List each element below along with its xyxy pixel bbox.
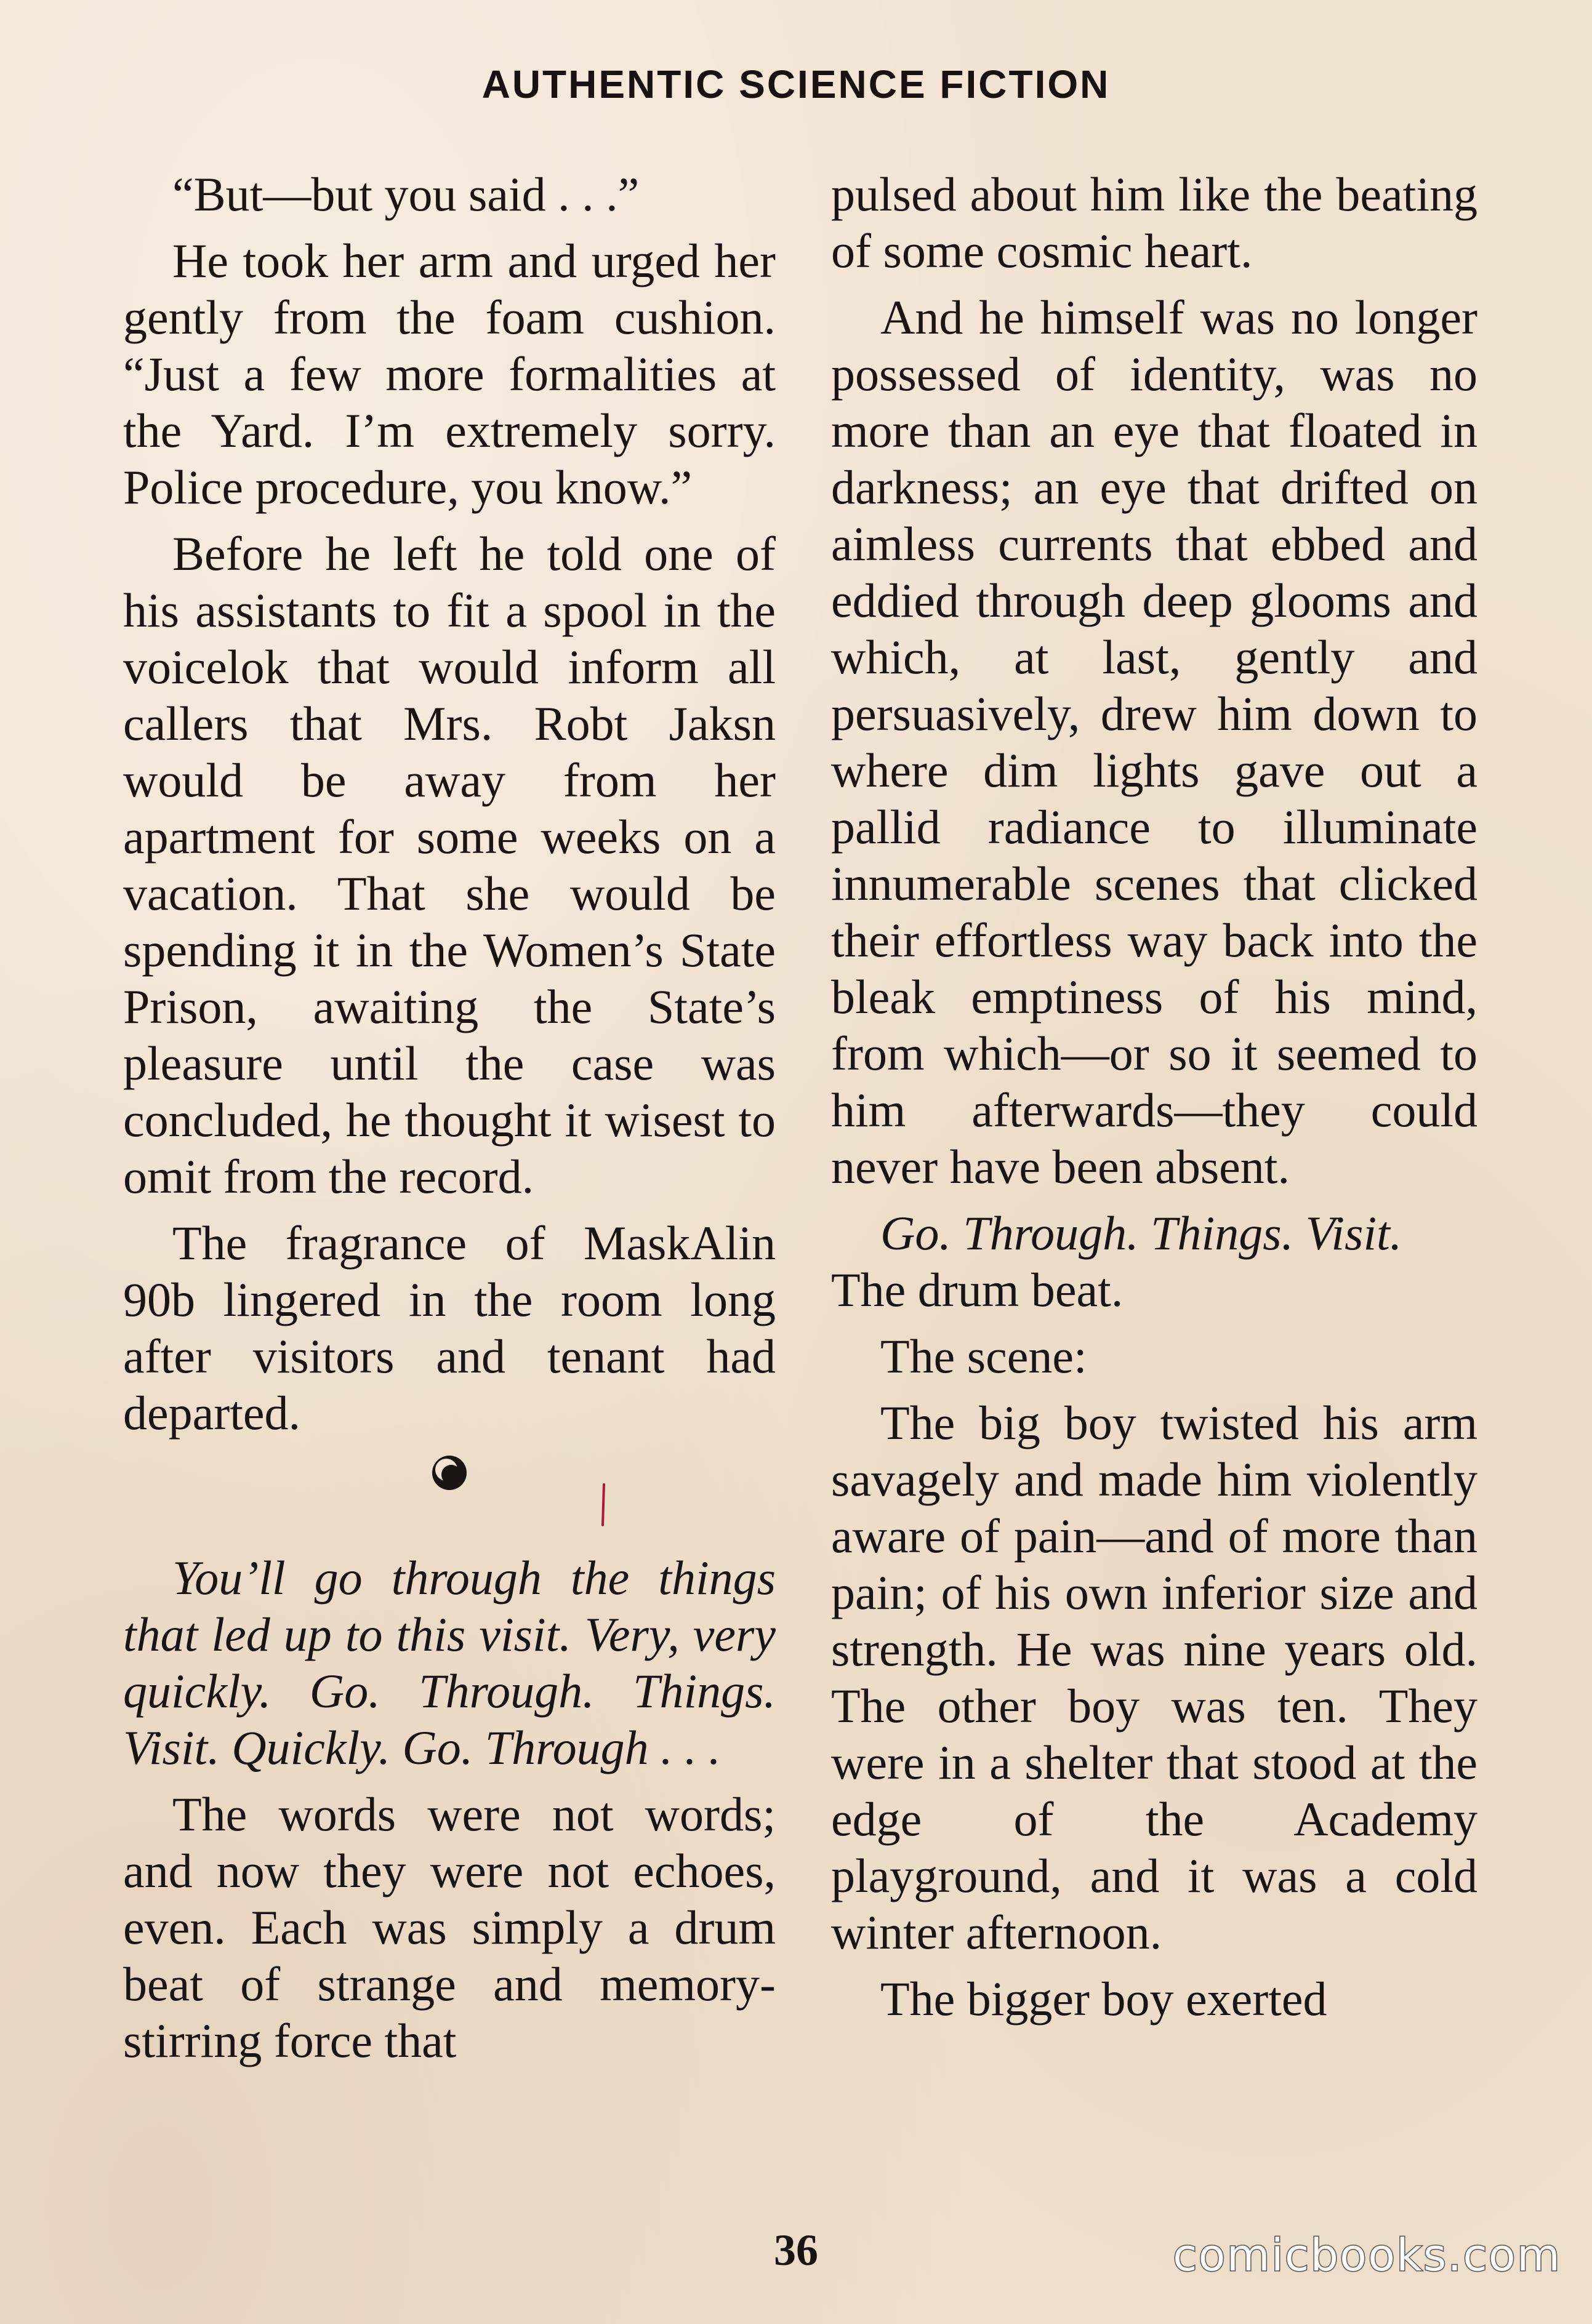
pen-mark [600, 1483, 606, 1526]
paragraph: He took her arm and urged her gently from the foam cushion. “Just a few more formalities at the Yard. I’m extremely sorry. Police procedure, you know.” [123, 234, 776, 514]
watermark: comicbooks.com [1172, 2229, 1561, 2281]
paragraph: “But—but you said . . .” [172, 167, 640, 221]
paragraph: The fragrance of MaskAlin 90b lingered in the room long after visitors and tenant had departed. [123, 1216, 776, 1440]
italic-phrase: Go. Through. Things. Visit. [880, 1206, 1402, 1260]
paragraph: And he himself was no longer possessed of identity, was no more than an eye that floated in darkness; an eye that drifted on aimless currents that ebbed and eddied through deep glooms and which, at last, gently and persuasively, drew him down to where dim lights gave out a pallid radiance to illuminate innumerable scenes that clicked their effortless way back into the bleak emptiness of his mind, from which—or so it seemed to him afterwards—they could never have been absent. [831, 290, 1477, 1193]
paragraph: Before he left he told one of his assistants to fit a spool in the voicelok that would inform all callers that Mrs. Robt Jaksn would be away from her apartment for some weeks on a vacation. That she would be spending it in the Women’s State Prison, awaiting the State’s pleasure until the case was concluded, he thought it wisest to omit from the record. [123, 527, 776, 1203]
paragraph-continuation: The drum beat. [831, 1263, 1124, 1316]
crescent-ornament-icon [428, 1451, 471, 1494]
paragraph: The big boy twisted his arm savagely and made him violently aware of pain—and of more than pain; of his own inferior size and strength. He was nine years old. The other boy was ten. They were in a shelter that stood at the edge of the Academy playground, and it was a cold winter afternoon. [831, 1396, 1477, 1959]
paragraph [831, 1205, 1477, 1318]
right-column [831, 166, 1477, 2037]
left-column [123, 166, 776, 2079]
paragraph: The scene: [880, 1329, 1087, 1383]
running-head: AUTHENTIC SCIENCE FICTION [481, 62, 1111, 106]
paragraph: The words were not words; and now they were not echoes, even. Each was simply a drum beat of strange and memory-stirring force that [123, 1787, 776, 2067]
paragraph: The bigger boy exerted [880, 1972, 1327, 2025]
paragraph: pulsed about him like the beating of some cosmic heart. [831, 167, 1477, 278]
italic-paragraph: You’ll go through the things that led up to this visit. Very, very quickly. Go. Through. Things. Visit. Quickly. Go. Through . . . [123, 1551, 776, 1774]
page-number: 36 [774, 2226, 818, 2275]
